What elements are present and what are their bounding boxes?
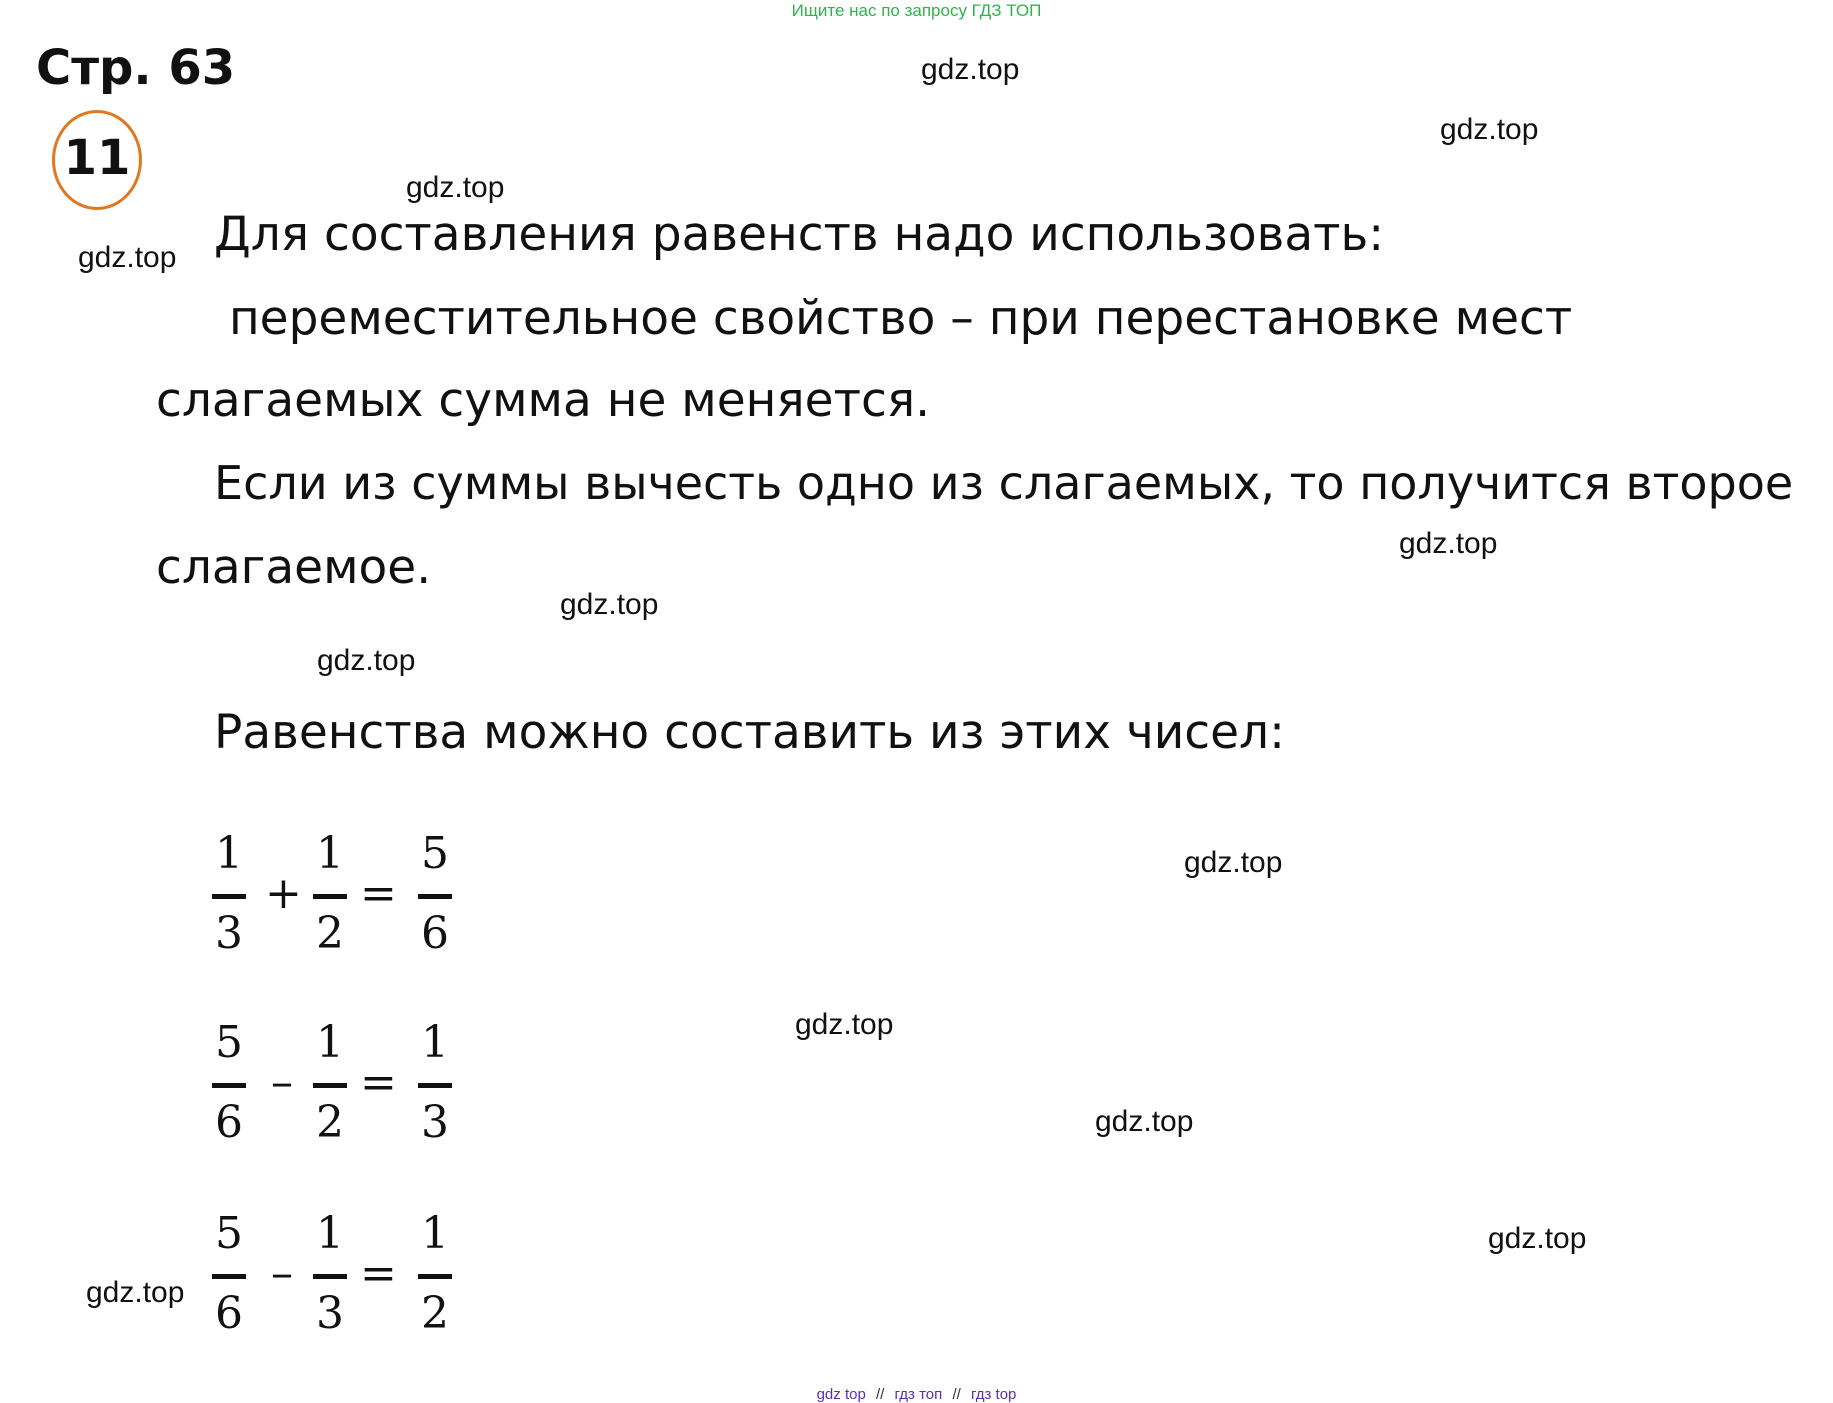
fraction-bar: [212, 894, 246, 899]
denominator: 2: [421, 1288, 449, 1339]
watermark: gdz.top: [1488, 1222, 1587, 1255]
denominator: 6: [215, 1288, 243, 1339]
numerator: 1: [316, 828, 344, 879]
fraction-bar: [212, 1274, 246, 1279]
footer-link-gdz-top-ru[interactable]: гдз топ: [894, 1386, 943, 1403]
denominator: 6: [215, 1097, 243, 1148]
fraction-bar: [313, 894, 347, 899]
watermark: gdz.top: [1095, 1105, 1194, 1138]
watermark: gdz.top: [406, 171, 505, 204]
watermark: gdz.top: [1440, 113, 1539, 146]
watermark: gdz.top: [317, 644, 416, 677]
watermark: gdz.top: [921, 53, 1020, 86]
numerator: 1: [316, 1208, 344, 1259]
equals-sign: =: [360, 1057, 397, 1108]
watermark: gdz.top: [86, 1276, 185, 1309]
numerator: 5: [215, 1208, 243, 1259]
footer-links: [0, 1386, 1833, 1403]
denominator: 6: [421, 908, 449, 959]
fraction-bar: [313, 1274, 347, 1279]
operator: –: [271, 1248, 293, 1299]
paragraph-line: Равенства можно составить из этих чисел:: [214, 705, 1285, 760]
footer-separator: //: [875, 1386, 885, 1403]
denominator: 3: [421, 1097, 449, 1148]
numerator: 1: [316, 1017, 344, 1068]
watermark: gdz.top: [1399, 527, 1498, 560]
paragraph-line: слагаемых сумма не меняется.: [156, 373, 931, 428]
watermark: gdz.top: [78, 241, 177, 274]
fraction-bar: [418, 1083, 452, 1088]
equals-sign: =: [360, 868, 397, 919]
watermark: gdz.top: [1184, 846, 1283, 879]
fraction-bar: [418, 1274, 452, 1279]
page-title: Стр. 63: [36, 40, 236, 96]
footer-link-gdz-top[interactable]: gdz top: [816, 1386, 866, 1403]
operator: +: [265, 868, 302, 919]
denominator: 3: [316, 1288, 344, 1339]
paragraph-line: переместительное свойство – при перестановке мест: [214, 291, 1573, 346]
numerator: 5: [215, 1017, 243, 1068]
numerator: 1: [421, 1208, 449, 1259]
numerator: 1: [215, 828, 243, 879]
denominator: 2: [316, 1097, 344, 1148]
watermark: gdz.top: [560, 588, 659, 621]
footer-link-gdz-top-mixed[interactable]: гдз top: [970, 1386, 1017, 1403]
equals-sign: =: [360, 1248, 397, 1299]
paragraph-line: слагаемое.: [156, 540, 432, 595]
numerator: 1: [421, 1017, 449, 1068]
fraction-bar: [212, 1083, 246, 1088]
operator: –: [271, 1057, 293, 1108]
paragraph-line: Для составления равенств надо использовать:: [214, 207, 1385, 262]
denominator: 3: [215, 908, 243, 959]
watermark: gdz.top: [795, 1008, 894, 1041]
paragraph-line: Если из суммы вычесть одно из слагаемых, то получится второе: [214, 456, 1794, 510]
task-number: 11: [63, 130, 131, 186]
footer-separator: //: [952, 1386, 961, 1403]
task-number-badge: [52, 110, 142, 210]
denominator: 2: [316, 908, 344, 959]
fraction-bar: [418, 894, 452, 899]
numerator: 5: [421, 828, 449, 879]
top-banner: Ищите нас по запросу ГДЗ ТОП: [791, 1, 1042, 20]
fraction-bar: [313, 1083, 347, 1088]
